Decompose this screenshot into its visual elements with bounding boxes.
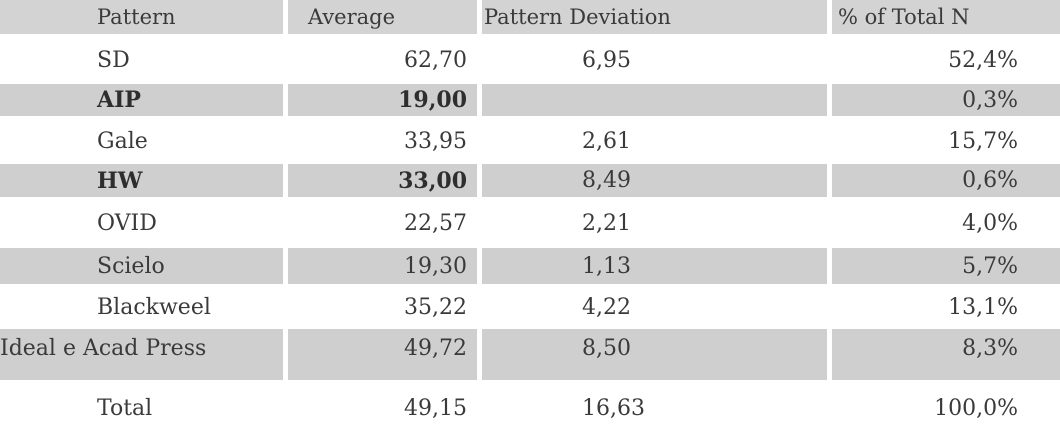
- cell-pattern: AIP: [0, 84, 283, 116]
- header-average: Average: [288, 0, 477, 34]
- table-total-row: [0, 386, 1060, 430]
- cell-average: 22,57: [404, 210, 467, 236]
- cell-pattern: Ideal e Acad Press: [0, 329, 283, 380]
- header-percent-total: % of Total N: [832, 0, 1060, 34]
- table-row: [0, 203, 1060, 243]
- cell-deviation: 2,61: [582, 128, 631, 154]
- cell-total-deviation: 16,63: [582, 395, 645, 421]
- header-pattern: Pattern: [0, 0, 283, 34]
- cell-average: 19,00: [288, 84, 477, 116]
- cell-deviation: 1,13: [482, 248, 827, 284]
- cell-percent: 5,7%: [832, 248, 1060, 284]
- cell-percent: 0,6%: [832, 164, 1060, 197]
- table-row: [0, 329, 1060, 380]
- cell-percent: 52,4%: [948, 47, 1018, 73]
- cell-percent: 13,1%: [948, 294, 1018, 320]
- cell-average: 33,00: [288, 164, 477, 197]
- cell-deviation: 8,49: [482, 164, 827, 197]
- cell-percent: 0,3%: [832, 84, 1060, 116]
- cell-deviation: [482, 84, 827, 116]
- table-header-row: [0, 0, 1060, 34]
- cell-pattern: Blackweel: [97, 294, 211, 320]
- cell-average: 62,70: [404, 47, 467, 73]
- cell-average: 35,22: [404, 294, 467, 320]
- table-row: [0, 164, 1060, 197]
- cell-deviation: 4,22: [582, 294, 631, 320]
- table-row: [0, 288, 1060, 326]
- cell-pattern: Gale: [97, 128, 148, 154]
- cell-pattern: SD: [97, 47, 130, 73]
- header-pattern-deviation: Pattern Deviation: [482, 0, 827, 34]
- cell-pattern: Scielo: [0, 248, 283, 284]
- cell-total-label: Total: [97, 395, 153, 421]
- cell-percent: 4,0%: [962, 210, 1018, 236]
- cell-percent: 8,3%: [832, 329, 1060, 380]
- cell-total-percent: 100,0%: [934, 395, 1018, 421]
- cell-percent: 15,7%: [948, 128, 1018, 154]
- cell-total-average: 49,15: [404, 395, 467, 421]
- cell-pattern: HW: [0, 164, 283, 197]
- cell-average: 19,30: [288, 248, 477, 284]
- table-row: [0, 248, 1060, 284]
- cell-average: 49,72: [288, 329, 477, 380]
- cell-deviation: 8,50: [482, 329, 827, 380]
- cell-pattern: OVID: [97, 210, 157, 236]
- cell-deviation: 2,21: [582, 210, 631, 236]
- table-row: [0, 40, 1060, 80]
- table-row: [0, 122, 1060, 160]
- table-row: [0, 84, 1060, 116]
- cell-deviation: 6,95: [582, 47, 631, 73]
- cell-average: 33,95: [404, 128, 467, 154]
